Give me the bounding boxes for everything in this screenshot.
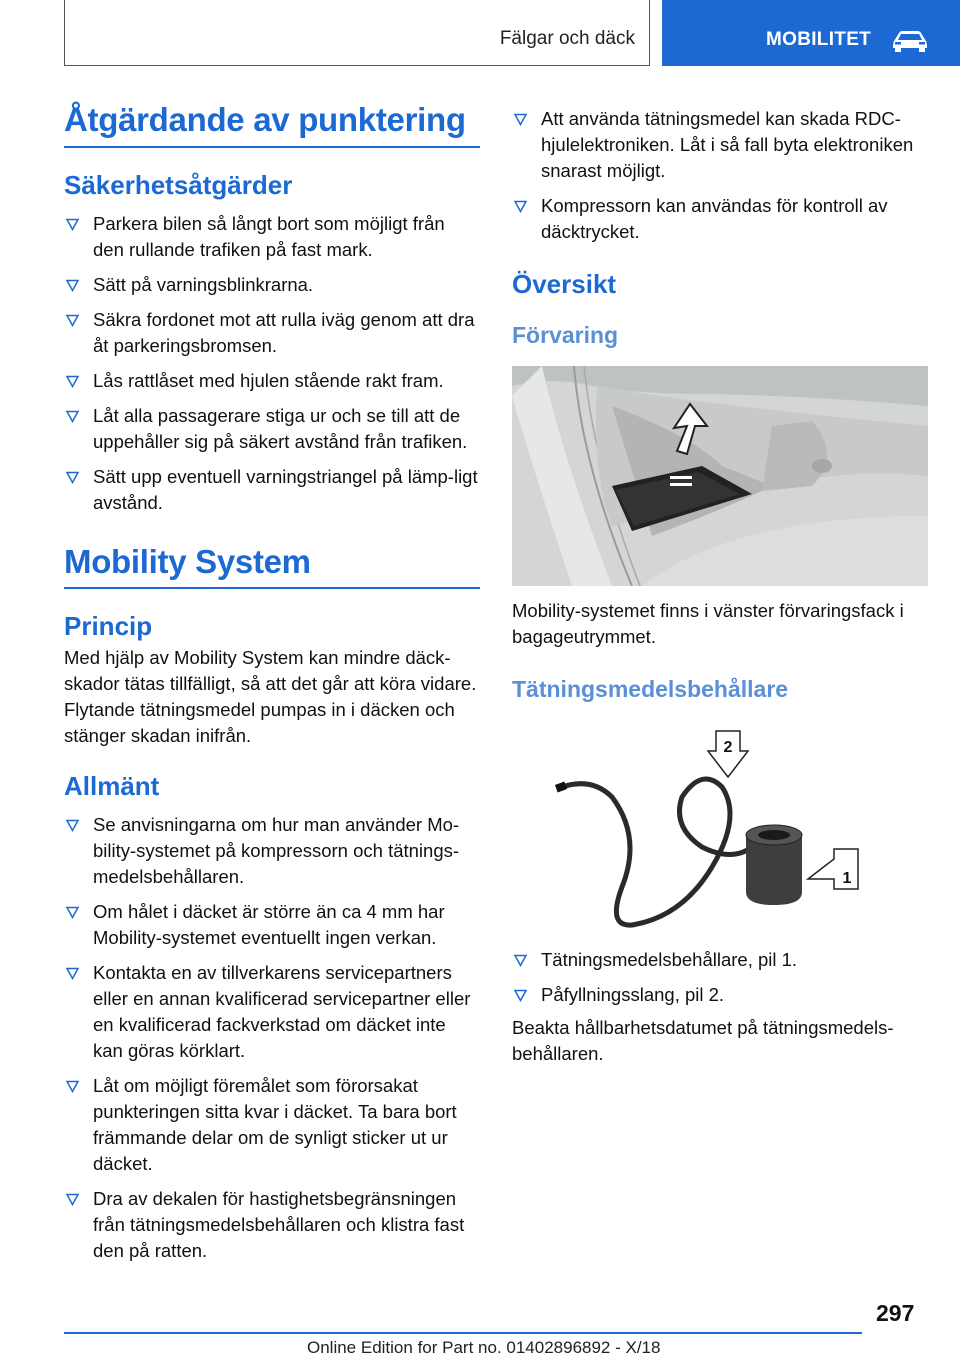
heading-safety: Säkerhetsåtgärder: [64, 169, 293, 200]
list-item: [512, 193, 928, 245]
bullet-triangle-icon: [514, 954, 527, 967]
list-item: [512, 106, 928, 184]
container-note: Beakta hållbarhetsdatumet på tätningsmedels-behållaren.: [512, 1017, 894, 1065]
bullet-triangle-icon: [66, 1080, 79, 1093]
page-number: 297: [876, 1300, 915, 1326]
bullet-triangle-icon: [66, 218, 79, 231]
list-item: [64, 960, 480, 1064]
trunk-illustration: [512, 366, 928, 586]
section-title-mobility: Mobility System: [64, 542, 480, 590]
bullet-triangle-icon: [66, 375, 79, 388]
car-icon: [890, 27, 930, 53]
list-item: [64, 211, 480, 263]
header-section-box: [64, 0, 650, 66]
list-item-text: Kontakta en av tillverkarens servicepartners eller en annan kvalificerad servicepartner eller en kvalificerad fackverkstad om däcket inte kan göras körklart.: [93, 961, 471, 1061]
storage-caption: Mobility-systemet finns i vänster förvaringsfack i bagageutrymmet.: [512, 599, 904, 647]
list-item-text: Parkera bilen så långt bort som möjligt från den rullande trafiken på fast mark.: [93, 212, 445, 260]
list-item: [64, 307, 480, 359]
heading-principle: Princip: [64, 611, 153, 642]
list-item-text: Lås rattlåset med hjulen stående rakt fram.: [93, 369, 444, 391]
bullet-triangle-icon: [514, 989, 527, 1002]
section-title-puncture: Åtgärdande av punktering: [64, 100, 480, 148]
list-item: [64, 1186, 480, 1264]
list-item-text: Låt alla passagerare stiga ur och se till att de uppehåller sig på säkert avstånd från trafiken.: [93, 404, 468, 452]
list-item: [64, 464, 480, 516]
right-column: [512, 100, 928, 1067]
list-item: [64, 812, 480, 890]
list-item: [64, 1073, 480, 1177]
header-section-title: Fälgar och däck: [499, 28, 635, 49]
container-list: [512, 947, 928, 1008]
heading-storage: Förvaring: [512, 322, 619, 349]
list-item-text: Kompressorn kan användas för kontroll av däcktrycket.: [541, 195, 888, 242]
arrow-label-1: 1: [842, 870, 852, 888]
bullet-triangle-icon: [66, 819, 79, 832]
heading-general: Allmänt: [64, 770, 160, 801]
list-item-text: Att använda tätningsmedel kan skada RDC-hjulelektroniken. Låt i så fall byta elektroniken snarast möjligt.: [541, 108, 914, 181]
tips-list: [512, 106, 928, 245]
list-item-text: Dra av dekalen för hastighetsbegränsningen från tätningsmedelsbehållaren och klistra fast den på ratten.: [93, 1187, 465, 1261]
bullet-triangle-icon: [514, 200, 527, 213]
bullet-triangle-icon: [66, 1193, 79, 1206]
footer-edition: Online Edition for Part no. 01402896892 - X/18: [307, 1338, 661, 1357]
bullet-triangle-icon: [514, 113, 527, 126]
list-item-text: Säkra fordonet mot att rulla iväg genom att dra åt parkeringsbromsen.: [93, 308, 475, 356]
bullet-triangle-icon: [66, 471, 79, 484]
list-item-text: Sätt på varningsblinkrarna.: [93, 273, 314, 295]
list-item-text: Om hålet i däcket är större än ca 4 mm har Mobility-systemet eventuellt ingen verkan.: [93, 900, 445, 948]
header-tab-mobility[interactable]: [662, 0, 960, 66]
heading-overview: Översikt: [512, 269, 617, 299]
container-image: [512, 717, 928, 937]
list-item: [512, 947, 928, 973]
bullet-triangle-icon: [66, 279, 79, 292]
list-item-text: Låt om möjligt föremålet som förorsakat punkteringen sitta kvar i däcket. Ta bara bort främmande delar om de synligt sticker ut ur däcket.: [93, 1074, 457, 1174]
arrow-label-2: 2: [723, 739, 733, 757]
left-column: [64, 100, 480, 1273]
storage-image: [512, 366, 928, 586]
list-item-text: Påfyllningsslang, pil 2.: [541, 984, 725, 1006]
general-list: [64, 812, 480, 1264]
list-item: [64, 899, 480, 951]
footer-divider: [64, 1332, 862, 1334]
header-tab-label: MOBILITET: [766, 29, 872, 50]
bullet-triangle-icon: [66, 314, 79, 327]
list-item: [64, 403, 480, 455]
list-item-text: Tätningsmedelsbehållare, pil 1.: [541, 949, 798, 971]
list-item-text: Se anvisningarna om hur man använder Mo-bility-systemet på kompressorn och tätnings-medelsbehållaren.: [93, 813, 460, 887]
list-item: [64, 272, 480, 298]
bullet-triangle-icon: [66, 410, 79, 423]
heading-container: Tätningsmedelsbehållare: [512, 675, 789, 702]
sealant-illustration: [512, 717, 928, 937]
list-item: [512, 982, 928, 1008]
principle-text: Med hjälp av Mobility System kan mindre däck-skador tätas tillfälligt, så att det går att köra vidare. Flytande tätningsmedel pumpas in i däcken och stänger skadan inifrån.: [64, 646, 477, 746]
bullet-triangle-icon: [66, 967, 79, 980]
list-item-text: Sätt upp eventuell varningstriangel på lämp-ligt avstånd.: [93, 465, 478, 513]
bullet-triangle-icon: [66, 906, 79, 919]
list-item: [64, 368, 480, 394]
safety-list: [64, 211, 480, 516]
